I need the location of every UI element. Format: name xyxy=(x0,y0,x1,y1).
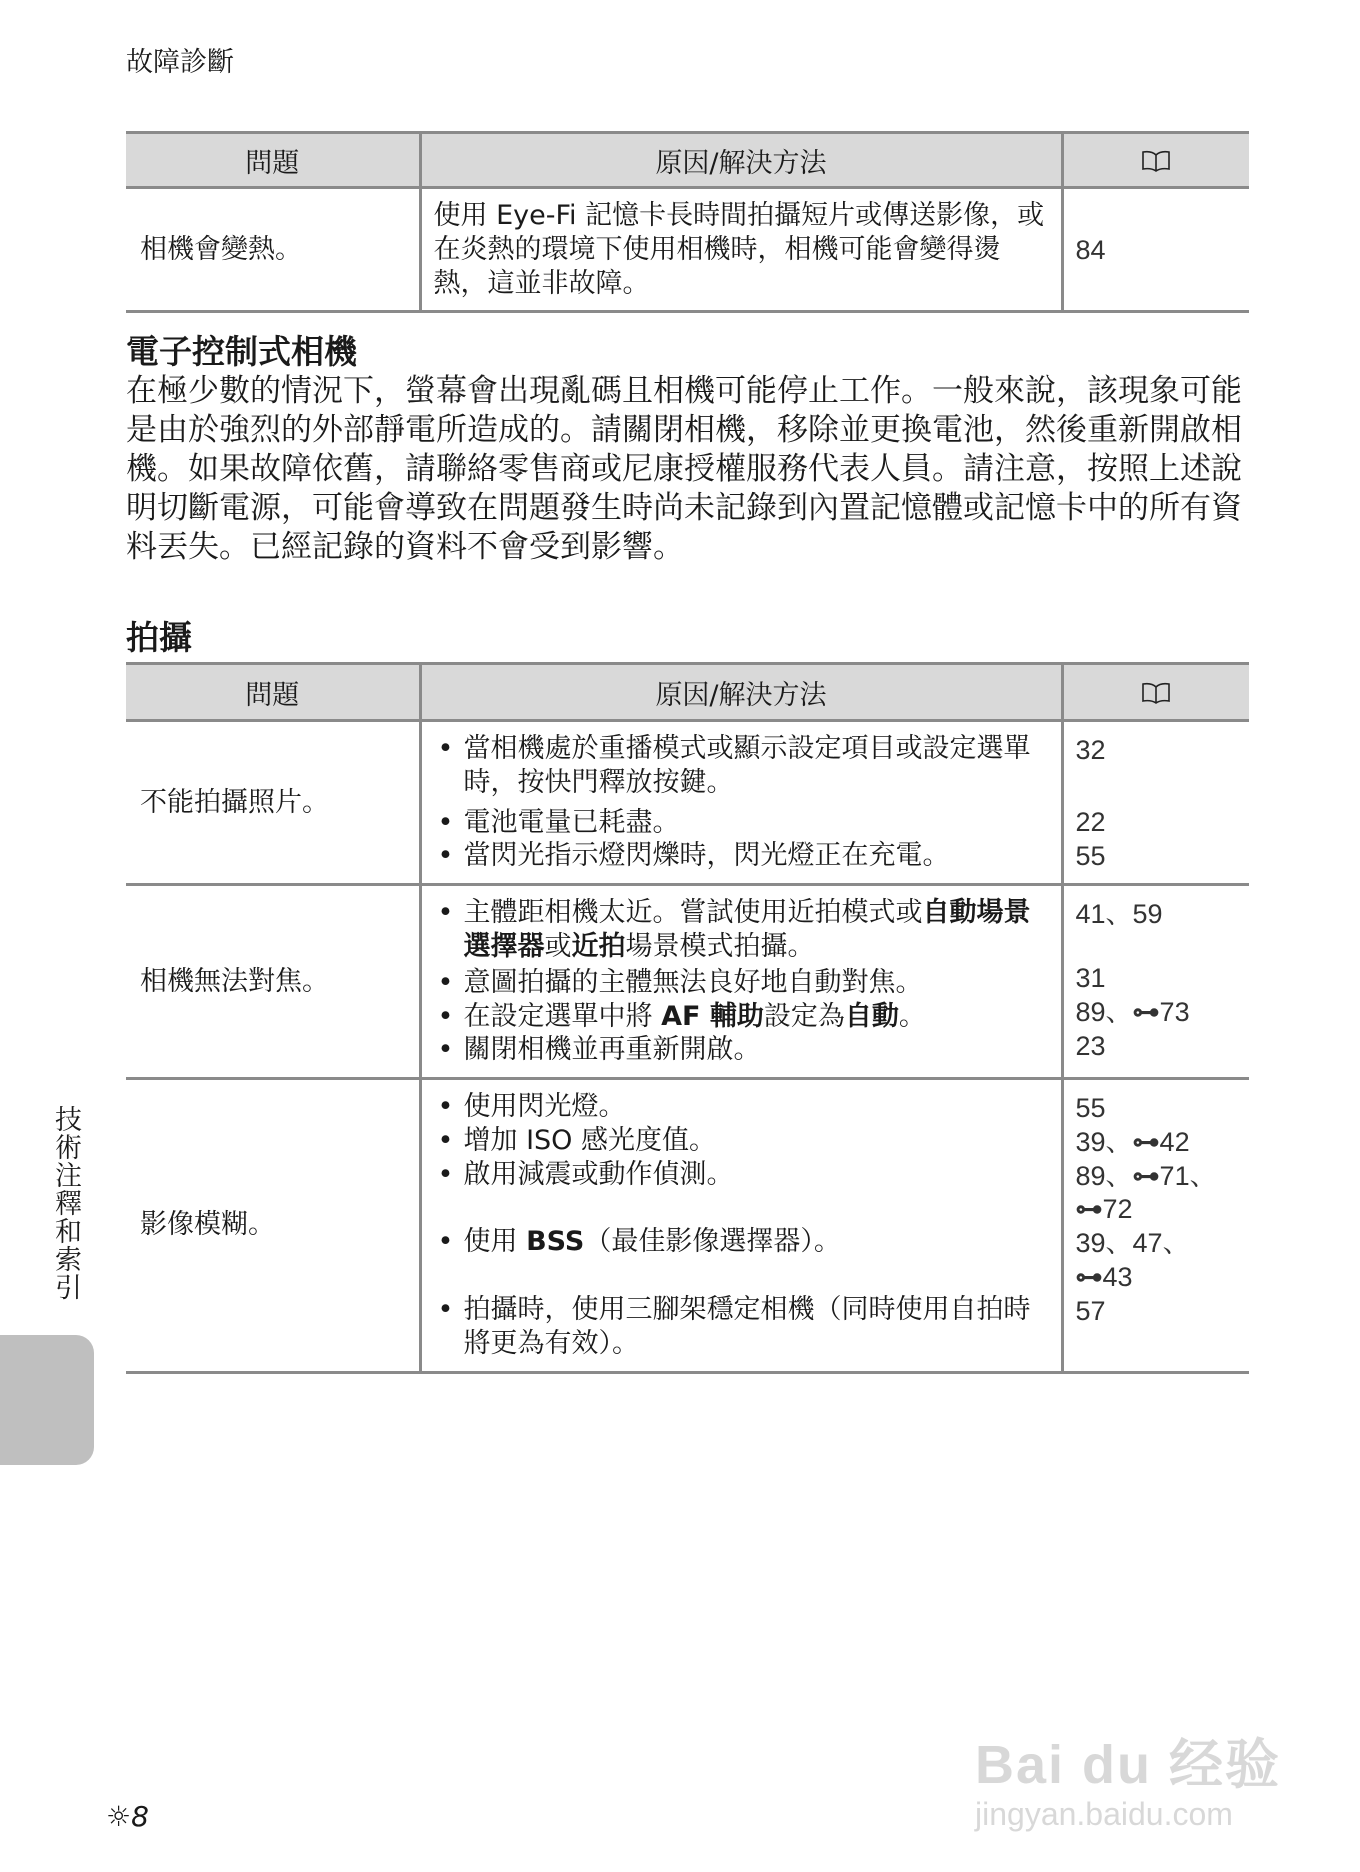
list-item: • 拍攝時，使用三腳架穩定相機（同時使用自拍時將更為有效）。 xyxy=(434,1293,1049,1361)
page-number xyxy=(106,1800,149,1833)
reference-line xyxy=(1076,1126,1238,1160)
reference-number: 39、47、 xyxy=(1075,1228,1190,1258)
column-header-problem: 問題 xyxy=(126,664,420,721)
page-header: 故障診斷 xyxy=(126,47,234,78)
watermark-url: jingyan.baidu.com xyxy=(975,1796,1233,1832)
problem-cell: 影像模糊。 xyxy=(126,1079,420,1373)
reference-cell xyxy=(1062,1079,1249,1373)
sidebar-tab xyxy=(0,1335,94,1465)
column-header-solution: 原因/解決方法 xyxy=(420,664,1062,721)
solution-cell xyxy=(420,721,1062,885)
item-text: 。 xyxy=(898,1000,926,1032)
table-row xyxy=(126,188,1249,312)
list-item: • 當閃光指示燈閃爍時，閃光燈正在充電。 xyxy=(434,839,1049,873)
reference-number: 41、59 xyxy=(1075,899,1163,930)
reference-line xyxy=(1076,1193,1238,1227)
item-text: （最佳影像選擇器）。 xyxy=(584,1226,841,1258)
list-item xyxy=(434,896,1049,964)
list-item: • 啟用減震或動作偵測。 xyxy=(434,1158,1049,1192)
reference-number: 39、 xyxy=(1075,1126,1133,1157)
column-header-reference xyxy=(1062,133,1249,188)
reference-number: 89、 xyxy=(1075,996,1133,1027)
item-text: 或 xyxy=(544,931,572,962)
problem-cell: 相機會變熱。 xyxy=(126,188,420,312)
reference-number: 23 xyxy=(1075,1030,1106,1061)
book-icon xyxy=(1141,682,1171,704)
problem-cell: 不能拍攝照片。 xyxy=(126,721,420,885)
binoculars-icon: ⊶ xyxy=(1075,1261,1103,1292)
reference-number: 31 xyxy=(1075,963,1106,993)
book-icon xyxy=(1141,150,1171,172)
sidebar-section-label: 技術注釋和索引 xyxy=(50,1105,81,1301)
list-item: • 關閉相機並再重新開啟。 xyxy=(434,1033,1049,1067)
item-text: 場景模式拍攝。 xyxy=(625,931,815,962)
reference-number: 89、 xyxy=(1075,1160,1133,1191)
column-header-reference xyxy=(1062,664,1249,721)
list-item: • 當相機處於重播模式或顯示設定項目或設定選單時，按快門釋放按鍵。 xyxy=(434,732,1049,800)
section-title-shooting: 拍攝 xyxy=(126,618,192,657)
reference-number: 57 xyxy=(1075,1295,1106,1326)
reference-number: 55 xyxy=(1075,1093,1106,1123)
troubleshooting-table-1 xyxy=(126,131,1249,313)
item-emphasis: 自動場景選擇器 xyxy=(463,897,1031,962)
list-item: • 使用閃光燈。 xyxy=(434,1090,1049,1124)
solution-cell xyxy=(420,1079,1062,1373)
reference-line xyxy=(1076,1160,1238,1194)
reference-number: 32 xyxy=(1075,735,1106,765)
list-item: • 意圖拍攝的主體無法良好地自動對焦。 xyxy=(434,966,1049,1000)
reference-number: 43 xyxy=(1102,1261,1133,1292)
problem-cell: 相機無法對焦。 xyxy=(126,885,420,1079)
list-item: • 增加 ISO 感光度值。 xyxy=(434,1124,1049,1158)
item-emphasis: AF 輔助 xyxy=(661,1000,764,1032)
reference-line xyxy=(1076,1261,1238,1295)
item-text: 設定為 xyxy=(763,1000,845,1032)
section-title-electronic: 電子控制式相機 xyxy=(126,332,357,371)
reference-line xyxy=(1076,996,1238,1030)
table-row xyxy=(126,885,1249,1079)
reference-number: 55 xyxy=(1075,840,1106,871)
list-item: • 電池電量已耗盡。 xyxy=(434,806,1049,840)
reference-number: 42 xyxy=(1159,1126,1190,1157)
column-header-problem: 問題 xyxy=(126,133,420,188)
list-item xyxy=(434,1225,1049,1259)
item-text: 在設定選單中將 xyxy=(463,1000,662,1032)
item-emphasis: 自動 xyxy=(844,1000,899,1032)
reference-cell xyxy=(1062,885,1249,1079)
binoculars-icon: ⊶ xyxy=(1132,996,1160,1027)
item-emphasis: 近拍 xyxy=(571,931,626,962)
binoculars-icon: ⊶ xyxy=(1075,1194,1103,1225)
section-body-electronic: 在極少數的情況下，螢幕會出現亂碼且相機可能停止工作。一般來說，該現象可能是由於強烈的外部靜電所造成的。請關閉相機，移除並更換電池，然後重新開啟相機。如果故障依舊，請聯絡零售商或尼康授權服務代表人員。請注意，按照上述說明切斷電源，可能會導致在問題發生時尚未記錄到內置記憶體或記憶卡中的所有資料丟失。已經記錄的資料不會受到影響。 xyxy=(126,373,1242,565)
binoculars-icon: ⊶ xyxy=(1132,1160,1160,1191)
column-header-solution: 原因/解決方法 xyxy=(420,133,1062,188)
watermark-logo: Bai du 经验 xyxy=(975,1735,1282,1795)
solution-cell: 使用 Eye-Fi 記憶卡長時間拍攝短片或傳送影像，或在炎熱的環境下使用相機時，相機可能會變得燙熱，這並非故障。 xyxy=(420,188,1062,312)
table-row xyxy=(126,721,1249,885)
list-item xyxy=(434,1000,1049,1034)
table-row xyxy=(126,1079,1249,1373)
troubleshooting-table-2 xyxy=(126,662,1249,1374)
reference-number: 73 xyxy=(1159,996,1190,1027)
reference-number: 72 xyxy=(1102,1194,1133,1225)
lightbulb-icon: ☼ xyxy=(106,1800,132,1833)
reference-number: 71、 xyxy=(1159,1160,1217,1191)
reference-cell: 84 xyxy=(1062,188,1249,312)
reference-number: 22 xyxy=(1075,806,1106,837)
page-number-value: 8 xyxy=(131,1800,149,1833)
binoculars-icon: ⊶ xyxy=(1132,1126,1160,1157)
solution-cell xyxy=(420,885,1062,1079)
item-text: 使用 xyxy=(463,1226,527,1258)
item-text: 主體距相機太近。嘗試使用近拍模式或 xyxy=(463,897,923,929)
item-emphasis: BSS xyxy=(526,1226,585,1258)
reference-cell xyxy=(1062,721,1249,885)
